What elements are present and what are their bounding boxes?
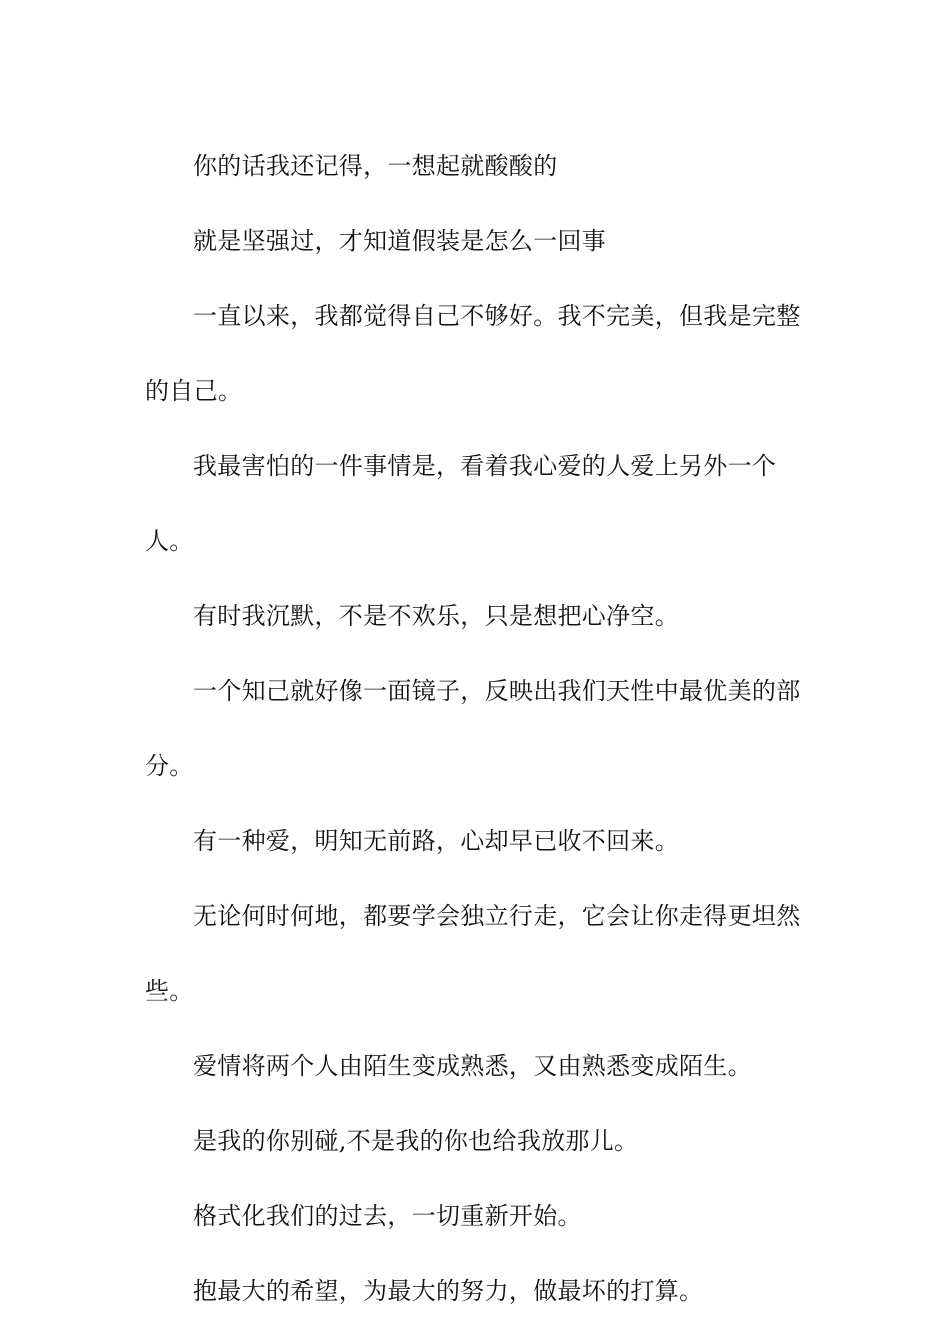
paragraph: 你的话我还记得，一想起就酸酸的 <box>193 152 558 180</box>
paragraph: 我最害怕的一件事情是，看着我心爱的人爱上另外一个人。 <box>145 452 777 555</box>
paragraph: 一个知己就好像一面镜子，反映出我们天性中最优美的部分。 <box>145 677 801 780</box>
paragraph: 就是坚强过，才知道假装是怎么一回事 <box>193 227 607 255</box>
paragraph: 一直以来，我都觉得自己不够好。我不完美，但我是完整的自己。 <box>145 302 801 405</box>
paragraph: 有时我沉默，不是不欢乐，只是想把心净空。 <box>193 602 679 630</box>
paragraph: 无论何时何地，都要学会独立行走，它会让你走得更坦然些。 <box>145 902 801 1005</box>
document-body <box>145 129 815 1329</box>
paragraph: 格式化我们的过去，一切重新开始。 <box>193 1202 582 1230</box>
paragraph: 爱情将两个人由陌生变成熟悉，又由熟悉变成陌生。 <box>193 1052 752 1080</box>
paragraph: 有一种爱，明知无前路，心却早已收不回来。 <box>193 827 679 855</box>
paragraph: 抱最大的希望，为最大的努力，做最坏的打算。 <box>193 1277 704 1305</box>
paragraph: 是我的你别碰,不是我的你也给我放那儿。 <box>193 1127 639 1155</box>
